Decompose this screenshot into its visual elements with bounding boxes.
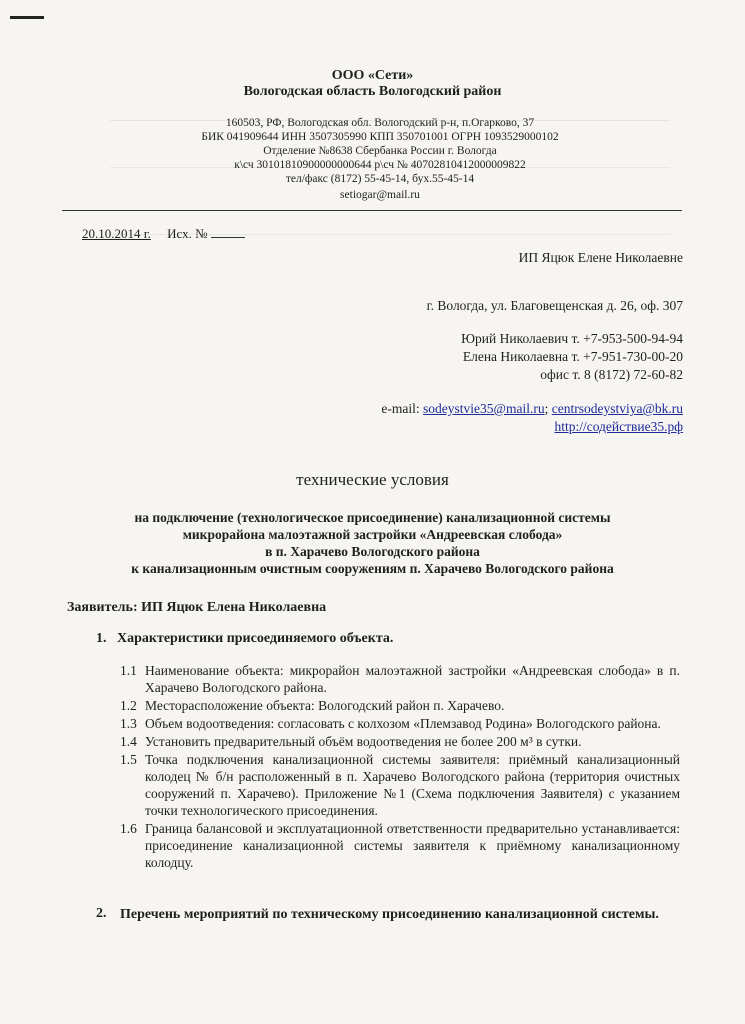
- subtitle-line-4: к канализационным очистным сооружениям п. Харачево Вологодского района: [131, 561, 614, 576]
- recipient-name: ИП Яцюк Елене Николаевне: [518, 250, 683, 265]
- subtitle-line-1: на подключение (технологическое присоединение) канализационной системы: [134, 510, 611, 525]
- email-label: e-mail:: [381, 401, 424, 416]
- list-item: 1.1 Наименование объекта: микрорайон малоэтажной застройки «Андреевская слобода» в п. Харачево Вологодского района.: [120, 663, 680, 695]
- corner-mark: [10, 16, 44, 19]
- company-requisites: [140, 116, 620, 202]
- list-item: 1.3 Объем водоотведения: согласовать с колхозом «Племзавод Родина» Вологодского района.: [120, 716, 661, 731]
- letter-date: 20.10.2014 г.: [82, 226, 151, 241]
- recipient-emails: [381, 401, 683, 417]
- list-item: 1.5 Точка подключения канализационной системы заявителя: приёмный канализационный колодец № б/н расположенный в п. Харачево Вологодского района (территория очистных сооружений п. Харачево). Приложение №1 (Схема подключения Заявителя) с указанием точки технологического присоединения.: [120, 752, 680, 818]
- company-address: 160503, РФ, Вологодская обл. Вологодский р-н, п.Огарково, 37: [225, 117, 535, 129]
- outgoing-number: Исх. №: [167, 226, 208, 241]
- section-2-title: Перечень мероприятий по техническому присоединению канализационной системы.: [120, 907, 659, 922]
- applicant: Заявитель: ИП Яцюк Елена Николаевна: [67, 600, 327, 615]
- email-link-1[interactable]: sodeystvie35@mail.ru: [423, 401, 545, 416]
- list-item: 1.4 Установить предварительный объём водоотведения не более 200 м³ в сутки.: [120, 734, 582, 749]
- company-email: setiogar@mail.ru: [340, 189, 420, 201]
- email-link-2[interactable]: centrsodeystviya@bk.ru: [551, 401, 683, 416]
- section-2-number: 2.: [96, 906, 107, 921]
- list-item: 1.6 Граница балансовой и эксплуатационной ответственности предварительно устанавливается: присоединение канализационной системы заявителя к приёмному канализационному колодцу.: [120, 821, 680, 870]
- recipient-office: офис т. 8 (8172) 72-60-82: [540, 367, 683, 382]
- recipient-website: [554, 419, 683, 435]
- section-1-number: 1.: [96, 631, 107, 646]
- email-separator: ;: [544, 401, 552, 416]
- recipient-contact-1: Юрий Николаевич т. +7-953-500-94-94: [461, 331, 683, 346]
- document-title: технические условия: [296, 470, 449, 489]
- company-bank: Отделение №8638 Сбербанка России г. Вологда: [263, 145, 497, 157]
- recipient-contact-2: Елена Николаевна т. +7-951-730-00-20: [462, 349, 683, 364]
- company-phones: тел/факс (8172) 55-45-14, бух.55-45-14: [285, 173, 475, 185]
- date-line: [82, 226, 245, 242]
- subtitle-line-2: микрорайона малоэтажной застройки «Андреевская слобода»: [182, 527, 563, 542]
- subtitle-line-3: в п. Харачево Вологодского района: [265, 544, 480, 559]
- section-1-title: Характеристики присоединяемого объекта.: [117, 631, 394, 646]
- section-2-heading: [96, 906, 680, 923]
- company-ids: БИК 041909644 ИНН 3507305990 КПП 350701001 ОГРН 1093529000102: [201, 131, 559, 143]
- list-item: 1.2 Месторасположение объекта: Вологодский район п. Харачево.: [120, 698, 505, 713]
- header-divider: [62, 210, 682, 211]
- section-1-heading: [96, 631, 393, 647]
- company-name: ООО «Сети»: [331, 68, 414, 83]
- recipient-address: г. Вологда, ул. Благовещенская д. 26, оф. 307: [426, 298, 683, 313]
- section-1-items: [120, 662, 680, 872]
- company-accounts: к\сч 30101810900000000644 р\сч № 40702810412000009822: [234, 159, 526, 171]
- website-link[interactable]: http://содействие35.рф: [554, 419, 683, 434]
- company-region: Вологодская область Вологодский район: [243, 84, 502, 99]
